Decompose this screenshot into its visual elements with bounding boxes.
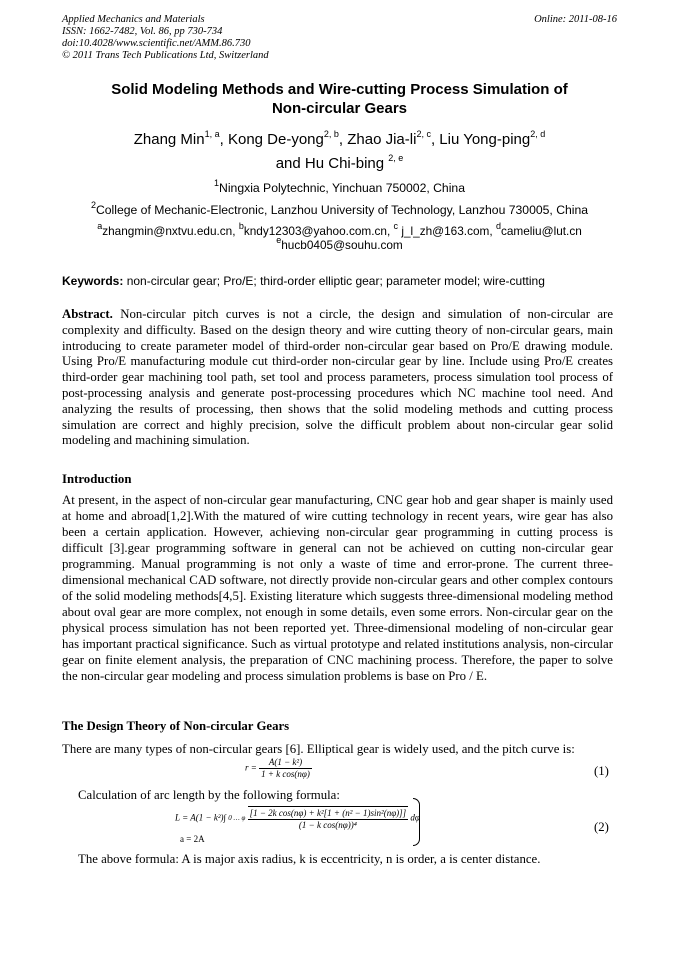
- author-emails: $^a$zhangmin@nxtvu.edu.cn, $^b$kndy12303@yahoo.com.cn, $^c$ j_l_zh@163.com, $^d$cameliu@lut.cn $^e$hucb0405@souhu.com: [97, 221, 582, 252]
- author-list: Zhang Min$^{1, a}$, Kong De-yong$^{2, b}$, Zhao Jia-li$^{2, c}$, Liu Yong-ping$^{2, d}$ and Hu Chi-bing $^{2, e}$: [133, 129, 546, 172]
- introduction-heading: Introduction: [62, 472, 132, 486]
- design-heading: The Design Theory of Non-circular Gears: [62, 719, 290, 733]
- abstract: [62, 307, 613, 449]
- email-link[interactable]: hucb0405@souhu.com: [281, 238, 403, 252]
- equation-brace: [413, 798, 420, 846]
- equation-1: r = $\frac{\text{A(1 − k²)}}{\text{1 + k cos(nφ)}}$: [245, 757, 310, 779]
- online-date: Online: 2011-08-16: [534, 14, 617, 25]
- author-name: and Hu Chi-bing: [275, 155, 385, 172]
- equation-2-label: (2): [594, 820, 609, 834]
- doi-line: doi:10.4028/www.scientific.net/AMM.86.730: [62, 38, 251, 49]
- arc-length-text: Calculation of arc length by the following formula:: [78, 788, 340, 802]
- email-link[interactable]: zhangmin@nxtvu.edu.cn: [102, 224, 233, 238]
- keywords-label: Keywords:: [62, 274, 124, 288]
- equation-1-label: (1): [594, 764, 609, 778]
- email-link[interactable]: kndy12303@yahoo.com.cn: [243, 224, 387, 238]
- author-name: Liu Yong-ping: [439, 131, 531, 148]
- journal-name: Applied Mechanics and Materials: [62, 14, 205, 25]
- email-link[interactable]: cameliu@lut.cn: [500, 224, 582, 238]
- paper-title: Solid Modeling Methods and Wire-cutting Process Simulation of Non-circular Gears: [111, 81, 568, 117]
- author-name: Zhao Jia-li: [347, 131, 417, 148]
- equation-2-subline: a = 2A: [180, 834, 205, 844]
- keywords-text: non-circular gear; Pro/E; third-order elliptic gear; parameter model; wire-cutting: [126, 274, 545, 288]
- abstract-text: Non-circular pitch curves is not a circle, the design and simulation of non-circular are complexity and difficulty. Based on the design theory and wire cutting theory of non-circular gears, main introducing to create parameter model of third-order non-circular gear based on Pro/E drawing module. Using Pro/E manufacturing module cut third-order non-circular gear by line. Include using Pro/E creates third-order gear machining tool path, set tool and process parameters, process simulation tool process of post-processing analysis and generate post-processing procedures which NC machine tool need. And analyzing the results of processing, then shows that the solid modeling methods and cutting process simulation are correct and highly precision, solve the difficult problem about non-circular gear solid modeling and machining simulation.: [62, 307, 613, 448]
- author-name: Zhang Min: [133, 131, 205, 148]
- keywords: [62, 273, 622, 289]
- equation-2: L = A(1 − k²)∫ 0 … φ $\frac{\text{[1 − 2k cos(nφ) + k²[1 + (n² − 1)sin²(nφ)]]}}{\text{(1 − k cos(nφ))⁴}}$ dφ: [175, 808, 420, 830]
- design-text: There are many types of non-circular gears [6]. Elliptical gear is widely used, and the pitch curve is:: [62, 742, 575, 756]
- abstract-label: Abstract.: [62, 307, 113, 321]
- author-name: Kong De-yong: [227, 131, 324, 148]
- formula-explanation: The above formula: A is major axis radius, k is eccentricity, n is order, a is center distance.: [78, 852, 541, 866]
- affiliation-1: $^1$Ningxia Polytechnic, Yinchuan 750002, China: [214, 177, 465, 195]
- email-link[interactable]: j_l_zh@163.com: [401, 224, 490, 238]
- copyright-line: © 2011 Trans Tech Publications Ltd, Switzerland: [62, 50, 269, 61]
- affiliation-2: $^2$College of Mechanic-Electronic, Lanzhou University of Technology, Lanzhou 730005, China: [90, 199, 589, 217]
- issn-line: ISSN: 1662-7482, Vol. 86, pp 730-734: [62, 26, 223, 37]
- introduction-text: At present, in the aspect of non-circular gear manufacturing, CNC gear hob and gear shaper is mainly used at home and abroad[1,2].With the matured of wire cutting technology in recent years, wire gear has also been a certain application. However, achieving non-circular gear programming in cutting process is difficult [3].gear programming software in general can not be achieved on cutting non-circular gear programming. Manual programming is not only a waste of time and error-prone. The current three-dimensional mechanical CAD software, not directly provide non-circular gears and other complex contours of the solid modeling methods[4,5]. Existing literature which suggests three-dimensional modeling method about oval gear are more complex, not enough in some details, even some errors. Non-circular gear on the physical process simulation has not been reported yet. Three-dimensional modeling of non-circular gear has important practical significance. Such as virtual prototype and related institutions analysis, non-circular gear on finite element analysis, the preparation of CNC machining process. Therefore, the paper to solve the non-circular gear modeling and process simulation problems is base on Pro / E.: [62, 493, 613, 683]
- page-header: [62, 14, 617, 62]
